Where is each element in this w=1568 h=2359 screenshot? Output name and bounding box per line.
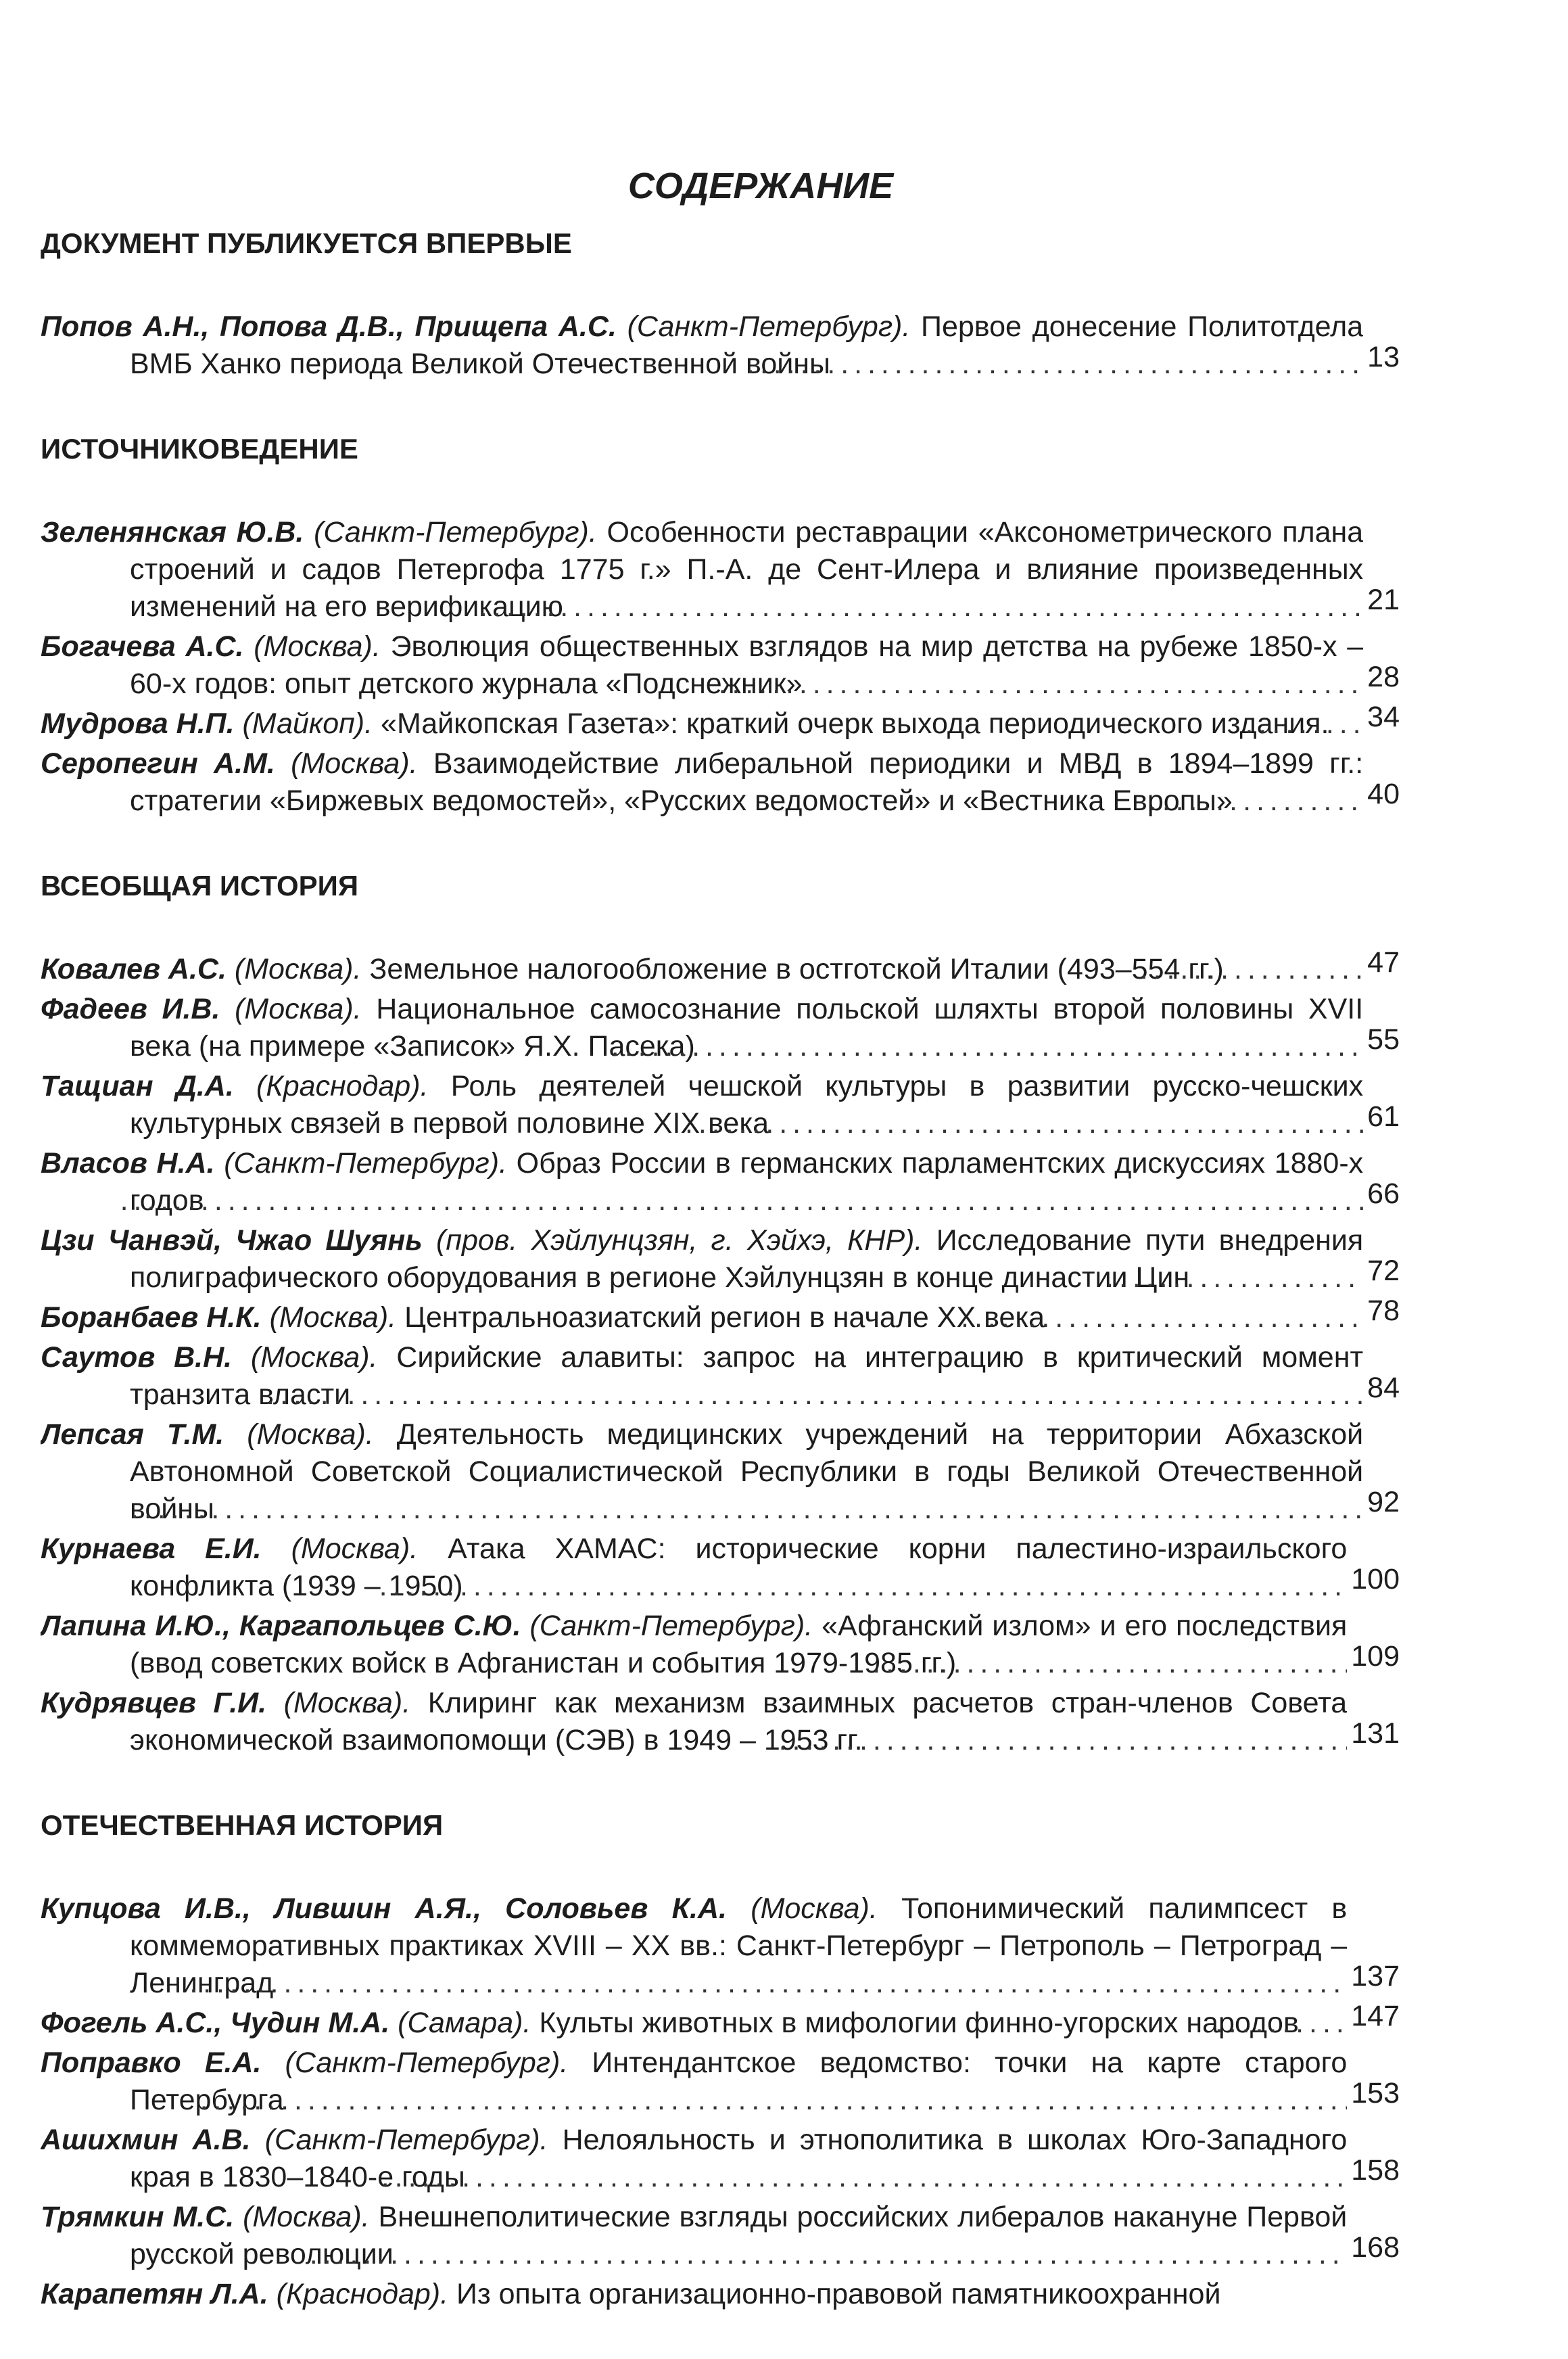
contents-entry[interactable] — [41, 628, 1400, 703]
entry-page-number: 137 — [1351, 1960, 1400, 1992]
entry-title: Роль деятелей чешской культуры в развитии русско-чешских культурных связей в первой половине XIX века . . . — [130, 1070, 1363, 1140]
entry-text — [41, 1608, 1347, 1682]
entry-city: (Москва). — [751, 1892, 878, 1925]
entry-text — [41, 514, 1363, 626]
section-entries — [41, 1890, 1400, 2313]
entry-city: (Санкт-Петербург). — [529, 1610, 813, 1642]
entry-page-number: 72 — [1367, 1255, 1400, 1287]
entry-title: Клиринг как механизм взаимных расчетов стран-членов Совета экономической взаимопомощи (СЭВ) в 1949 – 1953 гг. . . . — [130, 1687, 1347, 1756]
entry-authors: Зеленянская Ю.В. — [41, 516, 304, 548]
entry-city: (Санкт-Петербург). — [224, 1147, 507, 1180]
entry-authors: Фогель А.С., Чудин М.А. — [41, 2007, 390, 2039]
contents-entry[interactable] — [41, 1222, 1400, 1297]
entry-text — [41, 2199, 1347, 2273]
entry-page-number: 47 — [1367, 946, 1400, 979]
contents-entry[interactable] — [41, 701, 1400, 743]
entry-page-number: 78 — [1367, 1294, 1400, 1327]
entry-title: Взаимодействие либеральной периодики и МВД в 1894–1899 гг.: стратегии «Биржевых ведомостей», «Русских ведомостей» и «Вестника Европы» . . . — [130, 747, 1363, 817]
entry-page-number: 168 — [1351, 2231, 1400, 2264]
entry-text — [41, 2276, 1396, 2313]
entry-page-number: 21 — [1367, 584, 1400, 616]
entry-text — [41, 308, 1363, 383]
entry-authors: Поправко Е.А. — [41, 2047, 262, 2079]
entry-city: (Москва). — [247, 1418, 374, 1451]
entry-city: (Москва). — [291, 1533, 419, 1565]
entry-city: (Санкт-Петербург). — [627, 310, 911, 343]
entry-text — [41, 1416, 1363, 1528]
contents-entry[interactable] — [41, 745, 1400, 820]
entry-city: (Майкоп). — [242, 707, 373, 740]
contents-list — [41, 223, 1400, 2313]
section-heading: ОТЕЧЕСТВЕННАЯ ИСТОРИЯ — [41, 1809, 444, 1841]
entry-title: Первое донесение Политотдела ВМБ Ханко периода Великой Отечественной войны . . . — [130, 310, 1363, 380]
section-heading: ВСЕОБЩАЯ ИСТОРИЯ — [41, 870, 359, 902]
entry-page-number: 92 — [1367, 1486, 1400, 1518]
entry-page-number: 100 — [1351, 1563, 1400, 1595]
entry-text — [41, 1890, 1347, 2002]
entry-authors: Ковалев А.С. — [41, 953, 227, 985]
entry-city: (Москва). — [254, 630, 381, 663]
entry-text — [41, 2045, 1347, 2119]
page-title: СОДЕРЖАНИЕ — [627, 166, 894, 206]
entry-city: (Москва). — [250, 1341, 378, 1374]
entry-city: (Москва). — [283, 1687, 411, 1719]
entry-title: «Афганский излом» и его последствия (ввод советских войск в Афганистан и события 1979-1985 гг.) . . . — [130, 1610, 1347, 1679]
entry-page-number: 55 — [1367, 1023, 1400, 1056]
contents-entry[interactable] — [41, 2122, 1400, 2196]
entry-title: Внешнеполитические взгляды российских либералов накануне Первой русской революции . . . — [130, 2201, 1347, 2270]
entry-text — [41, 705, 1363, 743]
contents-entry[interactable] — [41, 991, 1400, 1065]
entry-city: (Москва). — [291, 747, 418, 780]
entry-authors: Лапина И.Ю., Каргапольцев С.Ю. — [41, 1610, 521, 1642]
contents-entry[interactable] — [41, 1890, 1400, 2002]
entry-authors: Власов Н.А. — [41, 1147, 215, 1180]
contents-entry[interactable] — [41, 2045, 1400, 2119]
entry-authors: Фадеев И.В. — [41, 993, 220, 1025]
entry-authors: Тащиан Д.А. — [41, 1070, 234, 1102]
entry-authors: Попов А.Н., Попова Д.В., Прищепа А.С. — [41, 310, 617, 343]
entry-page-number: 13 — [1367, 341, 1400, 373]
entry-title: Центральноазиатский регион в начале XX века . . . — [404, 1301, 1045, 1334]
entry-city: (Санкт-Петербург). — [314, 516, 597, 548]
contents-entry[interactable] — [41, 1339, 1400, 1414]
entry-title: Топонимический палимпсест в коммеморативных практиках XVIII – XX вв.: Санкт-Петербург – Петрополь – Петроград – Ленинград . . . — [130, 1892, 1347, 1999]
section-heading: ИСТОЧНИКОВЕДЕНИЕ — [41, 433, 358, 465]
entry-city: (пров. Хэйлунцзян, г. Хэйхэ, КНР). — [436, 1224, 923, 1257]
entry-city: (Санкт-Петербург). — [285, 2047, 569, 2079]
entry-title: Национальное самосознание польской шляхты второй половины XVII века (на примере «Записок» Я.Х. Пасека) . . . — [130, 993, 1363, 1062]
entry-text — [41, 1299, 1363, 1336]
entry-authors: Боранбаев Н.К. — [41, 1301, 262, 1334]
contents-section — [41, 1805, 1400, 2313]
contents-section — [41, 223, 1400, 383]
contents-entry[interactable] — [41, 1416, 1400, 1528]
contents-entry[interactable] — [41, 308, 1400, 383]
entry-title: Нелояльность и этнополитика в школах Юго-Западного края в 1830–1840-е годы . . . — [130, 2124, 1347, 2193]
entry-authors: Купцова И.В., Лившин А.Я., Соловьев К.А. — [41, 1892, 727, 1925]
entry-authors: Цзи Чанвэй, Чжао Шуянь — [41, 1224, 423, 1257]
contents-page — [41, 162, 1400, 2359]
contents-entry[interactable] — [41, 1608, 1400, 1682]
entry-authors: Богачева А.С. — [41, 630, 244, 663]
entry-text — [41, 628, 1363, 703]
entry-page-number: 40 — [1367, 778, 1400, 810]
entry-authors: Ашихмин А.В. — [41, 2124, 251, 2156]
entry-title: Культы животных в мифологии финно-угорских народов . . . — [539, 2007, 1298, 2039]
entry-page-number: 153 — [1351, 2077, 1400, 2109]
contents-entry[interactable] — [41, 1294, 1400, 1336]
entry-authors: Саутов В.Н. — [41, 1341, 233, 1374]
entry-city: (Москва). — [235, 993, 362, 1025]
entry-title: Сирийские алавиты: запрос на интеграцию в критический момент транзита власти . . . — [130, 1341, 1363, 1411]
entry-authors: Карапетян Л.А. — [41, 2278, 268, 2310]
entry-page-number: 28 — [1367, 661, 1400, 693]
entry-title: Исследование пути внедрения полиграфического оборудования в регионе Хэйлунцзян в конце династии Цин . . . — [130, 1224, 1363, 1294]
contents-entry[interactable] — [41, 2000, 1400, 2042]
entry-text — [41, 1339, 1363, 1414]
entry-city: (Санкт-Петербург). — [264, 2124, 548, 2156]
contents-entry[interactable] — [41, 946, 1400, 988]
contents-entry[interactable] — [41, 1531, 1400, 1605]
contents-entry[interactable] — [41, 1068, 1400, 1142]
entry-text — [41, 951, 1363, 988]
entry-page-number: 109 — [1351, 1640, 1400, 1673]
entry-title: Эволюция общественных взглядов на мир детства на рубеже 1850-х – 60-х годов: опыт детского журнала «Подснежник» . . . — [130, 630, 1363, 700]
entry-page-number: 66 — [1367, 1177, 1400, 1210]
entry-city: (Краснодар). — [256, 1070, 429, 1102]
section-entries — [41, 946, 1400, 1759]
section-entries — [41, 514, 1400, 820]
contents-section — [41, 866, 1400, 1759]
entry-title: Образ России в германских парламентских дискуссиях 1880-х годов . . . — [130, 1147, 1363, 1217]
section-entries — [41, 308, 1400, 383]
entry-text — [41, 1222, 1363, 1297]
contents-entry[interactable] — [41, 2199, 1400, 2273]
section-heading: ДОКУМЕНТ ПУБЛИКУЕТСЯ ВПЕРВЫЕ — [41, 227, 572, 259]
entry-city: (Краснодар). — [276, 2278, 449, 2310]
entry-text — [41, 1068, 1363, 1142]
contents-section — [41, 429, 1400, 820]
entry-city: (Москва). — [243, 2201, 370, 2233]
contents-entry[interactable] — [41, 2276, 1400, 2313]
entry-text — [41, 1145, 1363, 1219]
entry-page-number: 61 — [1367, 1100, 1400, 1133]
entry-text — [41, 1685, 1347, 1759]
entry-title: Из опыта организационно-правовой памятникоохранной — [456, 2278, 1221, 2310]
entry-authors: Курнаева Е.И. — [41, 1533, 262, 1565]
entry-page-number: 131 — [1351, 1717, 1400, 1750]
entry-title: Особенности реставрации «Аксонометрического плана строений и садов Петергофа 1775 г.» П.-А. де Сент-Илера и влияние произведенных изменений на его верификацию . . . — [130, 516, 1363, 623]
entry-authors: Кудрявцев Г.И. — [41, 1687, 267, 1719]
entry-text — [41, 2122, 1347, 2196]
entry-text — [41, 745, 1363, 820]
entry-page-number: 84 — [1367, 1372, 1400, 1404]
entry-page-number: 147 — [1351, 2000, 1400, 2032]
entry-authors: Лепсая Т.М. — [41, 1418, 224, 1451]
entry-authors: Мудрова Н.П. — [41, 707, 235, 740]
entry-authors: Трямкин М.С. — [41, 2201, 235, 2233]
entry-title: Атака ХАМАС: исторические корни палестино-израильского конфликта (1939 – 1950) . . . — [130, 1533, 1347, 1602]
entry-city: (Самара). — [398, 2007, 531, 2039]
entry-authors: Серопегин А.М. — [41, 747, 275, 780]
entry-city: (Москва). — [234, 953, 362, 985]
entry-title: Интендантское ведомство: точки на карте старого Петербурга . . . — [130, 2047, 1347, 2116]
entry-page-number: 34 — [1367, 701, 1400, 733]
entry-title: Деятельность медицинских учреждений на территории Абхазской Автономной Советской Социалистической Республики в годы Великой Отечественной войны . . . — [130, 1418, 1363, 1525]
entry-title: «Майкопская Газета»: краткий очерк выхода периодического издания. . . . — [381, 707, 1329, 740]
contents-entry[interactable] — [41, 514, 1400, 626]
contents-entry[interactable] — [41, 1685, 1400, 1759]
contents-entry[interactable] — [41, 1145, 1400, 1219]
entry-city: (Москва). — [269, 1301, 397, 1334]
entry-text — [41, 2005, 1347, 2042]
entry-title: Земельное налогообложение в остготской Италии (493–554 гг.) . . . — [369, 953, 1223, 985]
entry-page-number: 158 — [1351, 2154, 1400, 2187]
entry-text — [41, 991, 1363, 1065]
entry-text — [41, 1531, 1347, 1605]
